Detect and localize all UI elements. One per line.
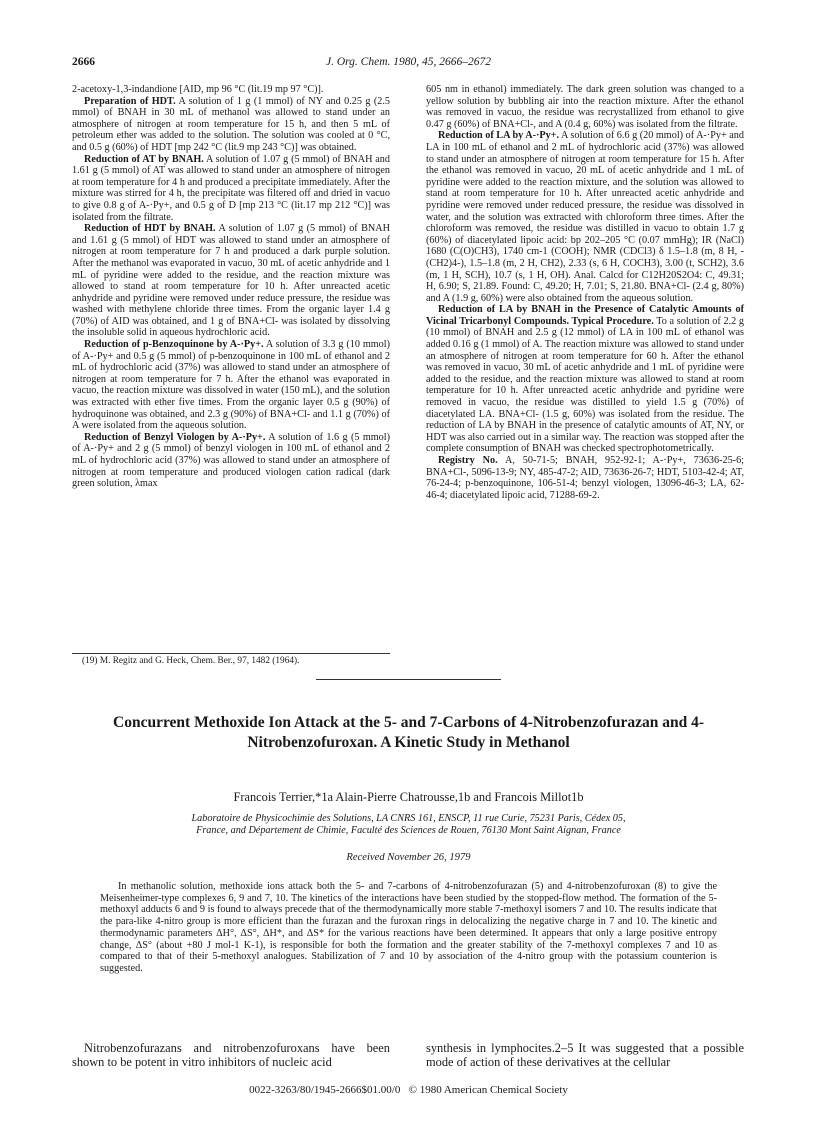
footnote: (19) M. Regitz and G. Heck, Chem. Ber., 97, 1482 (1964). — [82, 656, 300, 666]
paragraph-text: A solution of 1.07 g (5 mmol) of BNAH and 1.61 g (5 mmol) of HDT was allowed to stand under an atmosphere of nitrogen at room temperature for 7 h and produced a dark purple solution. After the methanol was evaporated in vacuo, 30 mL of acetic anhydride and 1 mL of pyridine were added to the residue, and the reaction mixture was allowed to stand at room temperature for 10 h. After unreacted acetic anhydride and pyridine were removed under reduce pressure, the residue was washed with methylene chloride three times. From the organic layer 1.4 g (70%) of AID was obtained, and 1 g of BNA+Cl- was isolated by dissolving the insoluble solid in aqueous hydrochloric acid. — [72, 223, 390, 339]
paragraph — [72, 154, 390, 224]
paragraph — [72, 96, 390, 154]
paragraph-text: A solution of 1.6 g (5 mmol) of A-·Py+ and 2 g (5 mmol) of benzyl viologen in 100 mL of ethanol and 2 mL of hydrochloric acid (37%) was allowed to stand under an atmosphere of nitrogen at room temperature and produced viologen cation radical (dark green solution, λmax — [72, 431, 390, 490]
authors: Francois Terrier,*1a Alain-Pierre Chatrousse,1b and Francois Millot1b — [233, 790, 584, 804]
paragraph-heading: Reduction of HDT by BNAH. — [84, 223, 216, 235]
footnote-rule — [72, 653, 390, 654]
right-column — [426, 84, 744, 501]
copyright-footer: 0022-3263/80/1945-2666$01.00/0 © 1980 American Chemical Society — [249, 1084, 568, 1096]
received-date: Received November 26, 1979 — [346, 852, 471, 863]
paragraph-text: A, 50-71-5; BNAH, 952-92-1; A-·Py+, 73636-25-6; BNA+Cl-, 5096-13-9; NY, 485-47-2; AID, 73636-26-7; HDT, 5103-42-4; AT, 76-24-4; p-benzoquinone, 106-51-4; benzyl viologen, 13096-46-3; LA, 62-46-4; diacetylated lipoic acid, 71288-69-2. — [426, 455, 745, 501]
intro-right-text: synthesis in lymphocites.2–5 It was suggested that a possible mode of action of these derivatives at the cellular — [426, 1041, 744, 1070]
running-header — [72, 56, 745, 72]
affiliation — [72, 813, 745, 838]
paragraph-text: A solution of 6.6 g (20 mmol) of A-·Py+ and LA in 100 mL of ethanol and 2 mL of hydrochloric acid (37%) was allowed to stand under an atmosphere of nitrogen at room temperature for 15 h. After the ethanol was removed in vacuo, 20 mL of acetic anhydride and 1 mL of pyridine were added to the reaction mixture, and the solution was allowed to stand at room temperature for 10 h. After unreacted acetic anhydride and pyridine were removed under reduced pressure, the residue was dissolved in water, and the solution was extracted with chloroform three times. After the chloroform was removed, the residue was distilled in vacuo to obtain 1.7 g (60%) of diacetylated lipoic acid: bp 202–205 °C (0.07 mmHg); IR (NaCl) 1680 (C(O)CH3), 1740 cm-1 (COOH); NMR (CDCl3) δ 1.5–1.8 (m, 8 H, -(CH2)4-), 1.5–1.8 (m, 2 H, CH2), 2.33 (s, 6 H, COCH3), 3.00 (t, SCH2), 3.6 (m, 1 H, SCH), 10.7 (s, 1 H, OH). Anal. Calcd for C12H20S2O4: C, 49.31; H, 6.90; S, 21.89. Found: C, 49.20; H, 7.01; S, 21.80. BNA+Cl- (2.4 g, 80%) and A (1.9 g, 60%) were also obtained from the aqueous solution. — [426, 130, 744, 304]
paragraph — [72, 223, 390, 339]
paragraph-heading: Registry No. — [438, 455, 498, 466]
left-column — [72, 84, 390, 490]
affiliation-line-1: Laboratoire de Physicochimie des Solutions, LA CNRS 161, ENSCP, 11 rue Curie, 75231 Paris, Cédex 05, — [191, 813, 626, 824]
paragraph-text: A solution of 3.3 g (10 mmol) of A-·Py+ and 0.5 g (5 mmol) of p-benzoquinone in 100 mL of ethanol and 2 mL of hydrochloric acid (37%) was allowed to stand under an atmosphere of nitrogen at room temperature for 7 h. After the ethanol was evaporated in vacuo, the reaction mixture was dissolved in water (150 mL), and the solution was extracted with ether five times. From the organic layer 0.5 g (90%) of hydroquinone was obtained, and 2.3 g (90%) of BNA+Cl- and 1.1 g (70%) of A were isolated from the aqueous solution. — [72, 339, 390, 432]
paragraph — [426, 130, 744, 304]
paragraph — [426, 304, 744, 455]
paragraph — [72, 432, 390, 490]
paragraph — [426, 84, 744, 130]
paragraph-heading: Reduction of Benzyl Viologen by A-·Py+. — [84, 431, 266, 443]
paragraph — [72, 84, 390, 96]
paragraph-text: 2-acetoxy-1,3-indandione [AID, mp 96 °C (lit.19 mp 97 °C)]. — [72, 84, 324, 95]
paragraph — [426, 455, 744, 501]
paragraph-text: A solution of 1 g (1 mmol) of NY and 0.25 g (2.5 mmol) of BNAH in 30 mL of methanol was allowed to stand under an atmosphere of nitrogen at room temperature for 15 h, and then 5 mL of petroleum ether was added to the solution. The solution was cooled at 0 °C, and 0.5 g (60%) of HDT [mp 242 °C (lit.9 mp 243 °C)] was obtained. — [72, 95, 390, 153]
affiliation-line-2: France, and Département de Chimie, Faculté des Sciences de Rouen, 76130 Mont Saint Aignan, France — [196, 825, 621, 837]
intro-left — [72, 1041, 390, 1069]
paragraph-text: 605 nm in ethanol) immediately. The dark green solution was changed to a yellow solution by bubbling air into the reaction mixture. After the ethanol was removed in vacuo, the residue was recrystallized from ethanol to give 0.47 g (60%) of BNA+Cl-, and A (0.4 g, 60%) was isolated from the filtrate. — [426, 84, 744, 130]
paragraph-heading: Reduction of LA by BNAH in the Presence of Catalytic Amounts of Vicinal Tricarbonyl Compounds. Typical Procedure. — [426, 304, 744, 327]
article-separator — [316, 679, 501, 680]
journal-citation: J. Org. Chem. 1980, 45, 2666–2672 — [325, 56, 492, 68]
paragraph-heading: Reduction of AT by BNAH. — [84, 153, 204, 165]
intro-right — [426, 1041, 744, 1069]
paragraph — [72, 339, 390, 432]
paragraph-heading: Preparation of HDT. — [84, 95, 176, 107]
intro-left-text: Nitrobenzofurazans and nitrobenzofuroxans have been shown to be potent in vitro inhibitors of nucleic acid — [72, 1041, 390, 1070]
article-title: Concurrent Methoxide Ion Attack at the 5- and 7-Carbons of 4-Nitrobenzofurazan and 4-Nitrobenzofuroxan. A Kinetic Study in Methanol — [113, 714, 704, 751]
paragraph-text: A solution of 1.07 g (5 mmol) of BNAH and 1.61 g (5 mmol) of AT was allowed to stand under an atmosphere of nitrogen at room temperature for 4 h and produced a precipitate immediately. After the mixture was stirred for 4 h, the precipitate was filtered off and dried in vacuo to give 0.8 g of A-·Py+, and 0.5 g of D [mp 213 °C (lit.17 mp 212 °C)] was isolated from the filtrate. — [72, 153, 390, 223]
abstract-text: In methanolic solution, methoxide ions attack both the 5- and 7-carbons of 4-nitrobenzofurazan (5) and 4-nitrobenzofuroxan (8) to give the Meisenheimer-type complexes 6, 9 and 7, 10. The kinetics of the interactions have been studied by the stopped-flow method. The formation of the 5-methoxyl adducts 6 and 9 is found to always precede that of the thermodynamically more stable 7-methoxyl isomers 7 and 10. The results indicate that the para-like 4-nitro group is more efficient than the furazan and the furoxan rings in delocalizing the negative charge in 7 and 10. The kinetic and thermodynamic parameters ΔH°, ΔS°, ΔH*, and ΔS* for the various reactions have been determined. It appears that only a large positive entropy change, ΔS° (about +80 J mol-1 K-1), is responsible for both the formation and the greater stability of the 7-methoxyl complexes 7 and 10 as compared to that of their 5-methoxyl analogues. Stabilization of 7 and 10 by association of the 4-nitro group with the potassium counterion is suggested. — [100, 881, 717, 974]
paragraph-text: To a solution of 2.2 g (10 mmol) of BNAH and 2.5 g (12 mmol) of LA in 100 mL of ethanol was added 0.16 g (1 mmol) of A. The reaction mixture was allowed to stand under an atmosphere of nitrogen at room temperature for 60 h. After the ethanol was removed in vacuo, 30 mL of acetic anhydride and 1 mL of pyridine were added to the residue, and the reaction mixture was allowed to stand at room temperature for 10 h. After unreacted acetic anhydride and pyridine were removed in vacuo, the residue was distilled to yield 1.5 g (70%) of diacetylated LA. BNA+Cl- (1.5 g, 60%) was isolated from the residue. The reduction of LA by BNAH in the presence of catalytic amounts of AT, NY, or HDT was also carried out in a similar way. The reaction was stopped after the complete consumption of BNAH was checked spectrophotometrically. — [426, 315, 744, 455]
abstract — [100, 881, 717, 975]
paragraph-heading: Reduction of p-Benzoquinone by A-·Py+. — [84, 339, 264, 351]
paragraph-heading: Reduction of LA by A-·Py+. — [438, 130, 560, 142]
page-number: 2666 — [72, 56, 95, 68]
